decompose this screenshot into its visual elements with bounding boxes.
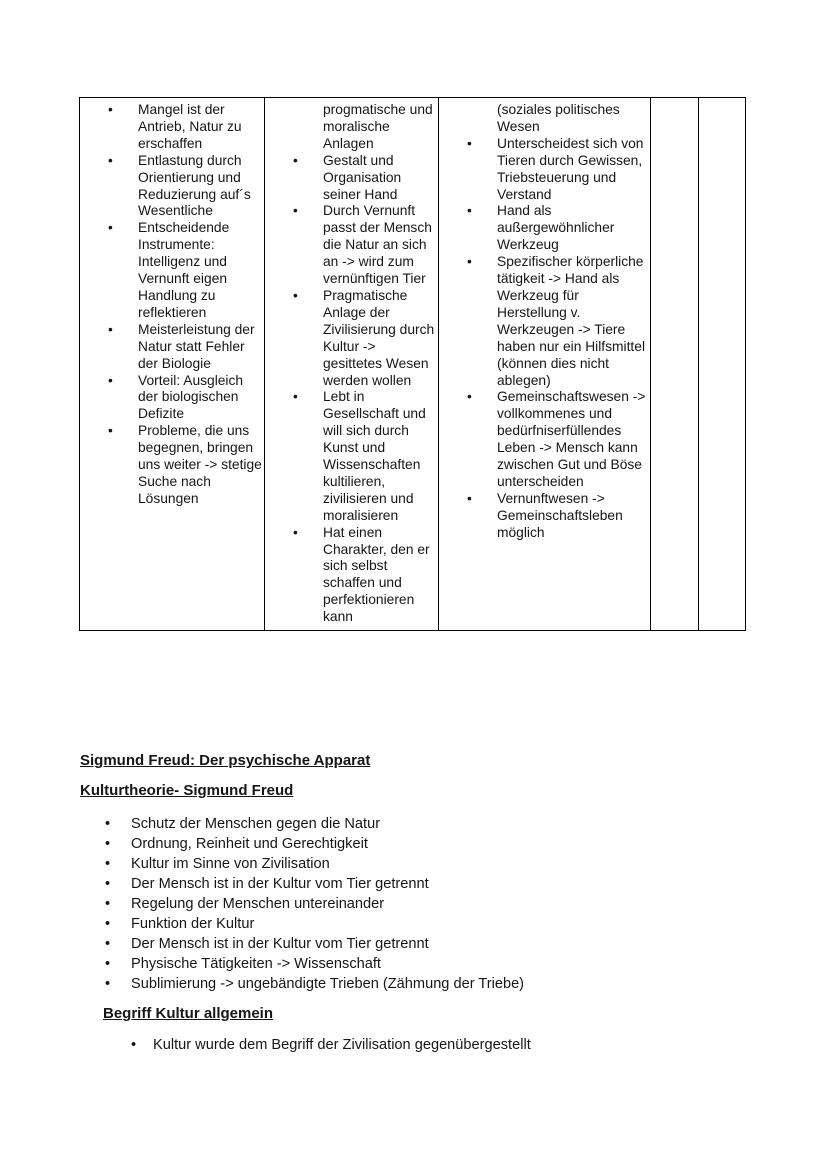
bullet-item: • Entscheidende Instrumente: Intelligenz und Vernunft eigen Handlung zu reflektieren	[138, 220, 262, 321]
bullet-item: • Hand als außergewöhnlicher Werkzeug	[497, 203, 648, 254]
notes-table	[79, 97, 746, 631]
table-row	[80, 98, 746, 631]
bullet-item: • Vernunftwesen -> Gemeinschaftsleben möglich	[497, 491, 648, 542]
bullet-item: • Gemeinschaftswesen -> vollkommenes und bedürfniserfüllendes Leben -> Mensch kann zwischen Gut und Böse unterscheiden	[497, 389, 648, 490]
bullet-item: • Durch Vernunft passt der Mensch die Natur an sich an -> wird zum vernünftigen Tier	[323, 203, 436, 288]
bullet-item: • Hat einen Charakter, den er sich selbst schaffen und perfektionieren kann	[323, 525, 436, 626]
bullet-item: • Entlastung durch Orientierung und Reduzierung auf´s Wesentliche	[138, 153, 262, 221]
bullet-item: • Der Mensch ist in der Kultur vom Tier getrennt	[131, 874, 524, 894]
table-cell-column-2	[265, 98, 439, 631]
column-3-bullet-list	[441, 136, 648, 542]
continuation-text: (soziales politisches Wesen	[497, 102, 620, 134]
column-2-bullet-list	[267, 153, 436, 626]
bullet-item: • Mangel ist der Antrieb, Natur zu erschaffen	[138, 102, 262, 153]
table-cell-column-1	[80, 98, 265, 631]
table-cell-column-4-empty	[651, 98, 699, 631]
bullet-item: • Funktion der Kultur	[131, 914, 524, 934]
kulturtheorie-bullet-list	[80, 814, 524, 994]
continuation-text: progmatische und moralische Anlagen	[323, 102, 433, 151]
heading-kulturtheorie: Kulturtheorie- Sigmund Freud	[80, 782, 294, 799]
bullet-item: • Probleme, die uns begegnen, bringen uns weiter -> stetige Suche nach Lösungen	[138, 423, 262, 508]
table-cell-column-5-empty	[699, 98, 746, 631]
heading-freud-psychischer-apparat: Sigmund Freud: Der psychische Apparat	[80, 752, 371, 769]
bullet-item: • Unterscheidest sich von Tieren durch Gewissen, Triebsteuerung und Verstand	[497, 136, 648, 204]
begriff-kultur-bullet-list	[80, 1035, 531, 1055]
bullet-item: • Der Mensch ist in der Kultur vom Tier getrennt	[131, 934, 524, 954]
bullet-item: • Lebt in Gesellschaft und will sich durch Kunst und Wissenschaften kultilieren, zivilisieren und moralisieren	[323, 389, 436, 524]
heading-begriff-kultur: Begriff Kultur allgemein	[103, 1005, 274, 1022]
bullet-item: • Spezifischer körperliche tätigkeit -> Hand als Werkzeug für Herstellung v. Werkzeugen -> Tiere haben nur ein Hilfsmittel (können dies nicht ablegen)	[497, 254, 648, 389]
bullet-item: • Vorteil: Ausgleich der biologischen Defizite	[138, 373, 262, 424]
bullet-item: • Gestalt und Organisation seiner Hand	[323, 153, 436, 204]
bullet-item: • Schutz der Menschen gegen die Natur	[131, 814, 524, 834]
bullet-item: • Regelung der Menschen untereinander	[131, 894, 524, 914]
bullet-item: • Ordnung, Reinheit und Gerechtigkeit	[131, 834, 524, 854]
table-cell-column-3	[439, 98, 651, 631]
bullet-item: • Physische Tätigkeiten -> Wissenschaft	[131, 954, 524, 974]
bullet-item: • Kultur im Sinne von Zivilisation	[131, 854, 524, 874]
bullet-item: • Kultur wurde dem Begriff der Zivilisation gegenübergestellt	[153, 1035, 531, 1055]
bullet-item: • Sublimierung -> ungebändigte Trieben (Zähmung der Triebe)	[131, 974, 524, 994]
bullet-item: • Meisterleistung der Natur statt Fehler der Biologie	[138, 322, 262, 373]
bullet-item: • Pragmatische Anlage der Zivilisierung durch Kultur -> gesittetes Wesen werden wollen	[323, 288, 436, 389]
column-1-bullet-list	[82, 102, 262, 508]
